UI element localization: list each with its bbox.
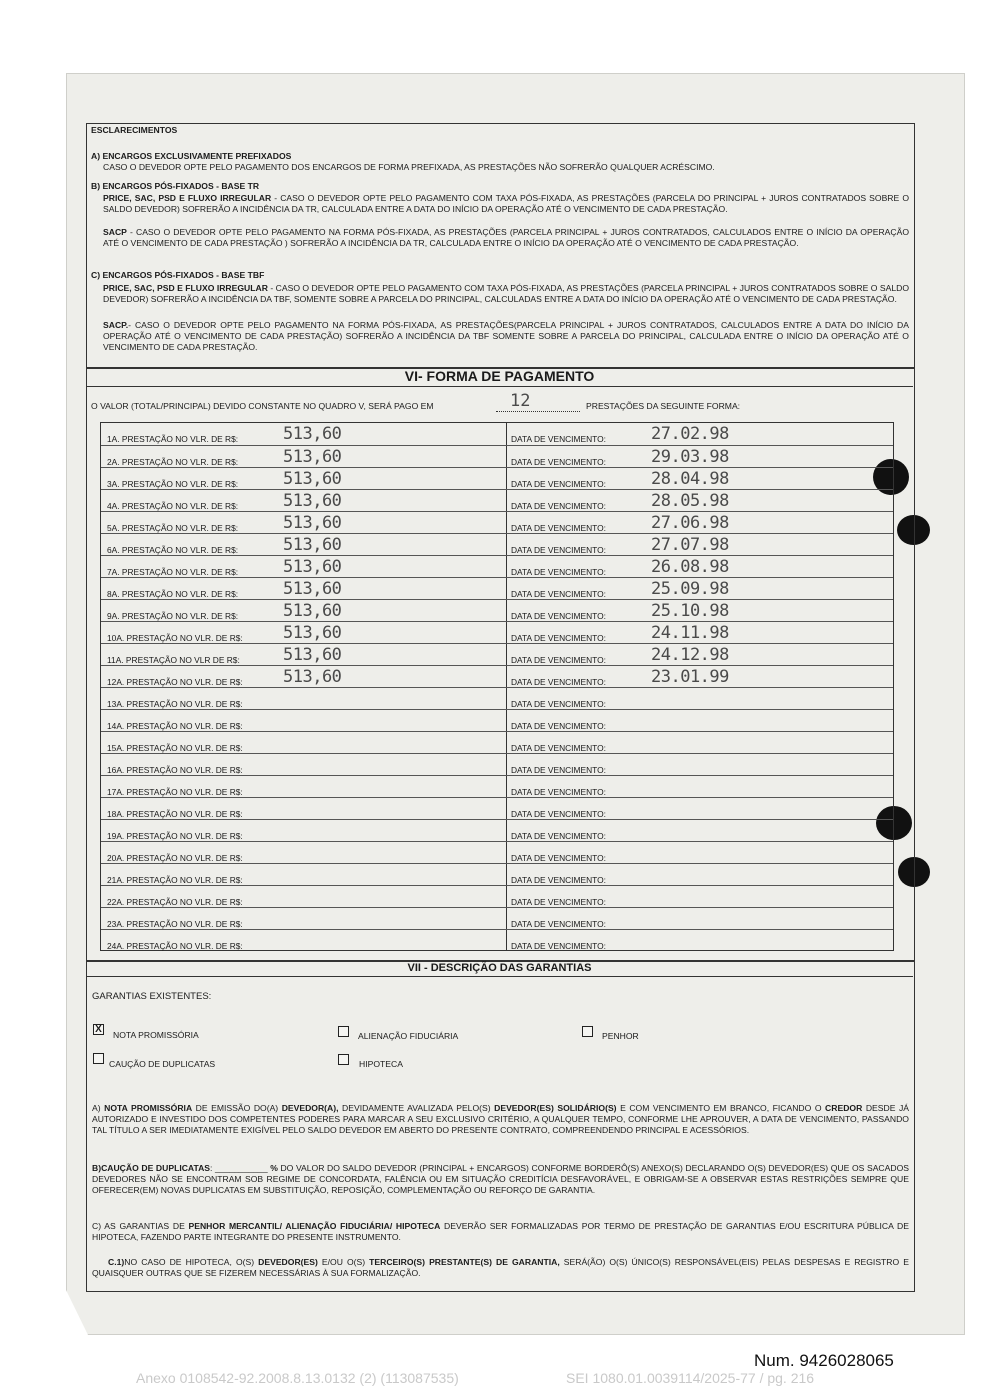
installment-row — [101, 511, 893, 534]
garantias-title: VII - DESCRIÇÃO DAS GARANTIAS — [407, 962, 592, 974]
installment-row — [101, 775, 893, 798]
penhor-checkbox[interactable] — [582, 1026, 593, 1037]
installment-label: 9A. PRESTAÇÃO NO VLR. DE R$: — [107, 611, 239, 621]
encargos-tbf-title: C) ENCARGOS PÓS-FIXADOS - BASE TBF — [91, 270, 265, 280]
due-date-label: DATA DE VENCIMENTO: — [511, 457, 606, 467]
due-date-value: 27.07.98 — [651, 535, 729, 555]
torn-corner — [66, 1290, 88, 1335]
installment-row — [101, 643, 893, 666]
installment-label: 3A. PRESTAÇÃO NO VLR. DE R$: — [107, 479, 239, 489]
installment-row — [101, 841, 893, 864]
due-date-value: 24.11.98 — [651, 623, 729, 643]
footer-sei: SEI 1080.01.0039114/2025-77 / pg. 216 — [566, 1370, 815, 1386]
text-span: DEVERÃO SER FORMALIZADAS POR TERMO DE PRESTAÇÃO DE GARANTIAS E/OU ESCRITURA PÚBLICA DE HIPOTECA, FAZENDO PARTE INTEGRANTE DO PRESENTE INSTRUMENTO. — [92, 1221, 909, 1242]
encargos-tr-price — [103, 193, 909, 215]
installment-label: 12A. PRESTAÇÃO NO VLR. DE R$: — [107, 677, 243, 687]
garantia-nota-promissoria-paragraph — [92, 1103, 909, 1135]
installment-value: 513,60 — [283, 491, 342, 511]
installment-label: 4A. PRESTAÇÃO NO VLR. DE R$: — [107, 501, 239, 511]
installment-value: 513,60 — [283, 579, 342, 599]
installment-row — [101, 885, 893, 908]
installment-value: 513,60 — [283, 447, 342, 467]
due-date-label: DATA DE VENCIMENTO: — [511, 501, 606, 511]
text-bold: CREDOR — [825, 1103, 863, 1113]
due-date-value: 23.01.99 — [651, 667, 729, 687]
installment-row — [101, 753, 893, 776]
due-date-value: 27.02.98 — [651, 424, 729, 444]
text-span: : ___________ — [210, 1163, 271, 1173]
pagamento-title: VI- FORMA DE PAGAMENTO — [404, 368, 595, 384]
installment-label: 20A. PRESTAÇÃO NO VLR. DE R$: — [107, 853, 243, 863]
installment-row — [101, 489, 893, 512]
due-date-label: DATA DE VENCIMENTO: — [511, 875, 606, 885]
text-bold: % — [270, 1163, 278, 1173]
due-date-label: DATA DE VENCIMENTO: — [511, 721, 606, 731]
installment-row — [101, 687, 893, 710]
installment-label: 6A. PRESTAÇÃO NO VLR. DE R$: — [107, 545, 239, 555]
installment-value: 513,60 — [283, 424, 342, 444]
installment-label: 1A. PRESTAÇÃO NO VLR. DE R$: — [107, 434, 239, 444]
due-date-label: DATA DE VENCIMENTO: — [511, 765, 606, 775]
installment-value: 513,60 — [283, 667, 342, 687]
due-date-value: 25.10.98 — [651, 601, 729, 621]
document-number: Num. 9426028065 — [754, 1351, 894, 1370]
due-date-label: DATA DE VENCIMENTO: — [511, 677, 606, 687]
installment-row — [101, 555, 893, 578]
due-date-label: DATA DE VENCIMENTO: — [511, 611, 606, 621]
installment-value: 513,60 — [283, 645, 342, 665]
installment-label: 5A. PRESTAÇÃO NO VLR. DE R$: — [107, 523, 239, 533]
due-date-value: 29.03.98 — [651, 447, 729, 467]
installment-label: 17A. PRESTAÇÃO NO VLR. DE R$: — [107, 787, 243, 797]
installment-label: 18A. PRESTAÇÃO NO VLR. DE R$: — [107, 809, 243, 819]
encargos-prefixados-title: A) ENCARGOS EXCLUSIVAMENTE PREFIXADOS — [91, 151, 292, 161]
installment-value: 513,60 — [283, 601, 342, 621]
installment-label: 8A. PRESTAÇÃO NO VLR. DE R$: — [107, 589, 239, 599]
due-date-label: DATA DE VENCIMENTO: — [511, 941, 606, 951]
installment-value: 513,60 — [283, 623, 342, 643]
due-date-label: DATA DE VENCIMENTO: — [511, 809, 606, 819]
due-date-label: DATA DE VENCIMENTO: — [511, 633, 606, 643]
penhor-label: PENHOR — [602, 1031, 639, 1041]
installment-label: 19A. PRESTAÇÃO NO VLR. DE R$: — [107, 831, 243, 841]
due-date-label: DATA DE VENCIMENTO: — [511, 853, 606, 863]
due-date-value: 25.09.98 — [651, 579, 729, 599]
due-date-label: DATA DE VENCIMENTO: — [511, 589, 606, 599]
encargos-tr-sacp-text: - CASO O DEVEDOR OPTE PELO PAGAMENTO NA FORMA PÓS-FIXADA, AS PRESTAÇÕES (PARCELA PRINCIPAL + JUROS CONTRATADOS, CALCULADOS ENTRE O INÍCIO DA OPERAÇÃO ATÉ O VENCIMENTO DE CADA PRESTAÇÃO ) SOFRERÃO A INCIDÊNCIA DA TR, CALCULADA ENTRE O INÍCIO DA OPERAÇÃO ATÉ O VENCIMENTO DE CADA PRESTAÇÃO. — [103, 227, 909, 248]
due-date-value: 26.08.98 — [651, 557, 729, 577]
due-date-label: DATA DE VENCIMENTO: — [511, 567, 606, 577]
esclarecimentos-heading: ESCLARECIMENTOS — [91, 125, 178, 135]
installment-label: 13A. PRESTAÇÃO NO VLR. DE R$: — [107, 699, 243, 709]
due-date-label: DATA DE VENCIMENTO: — [511, 479, 606, 489]
encargos-tbf-sacp — [103, 320, 909, 352]
garantia-hipoteca-paragraph — [92, 1257, 909, 1279]
installment-label: 11A. PRESTAÇÃO NO VLR DE R$: — [107, 655, 240, 665]
encargos-tr-sacp — [103, 227, 909, 249]
text-bold: DEVEDOR(ES) — [258, 1257, 318, 1267]
encargos-tbf-price-lead: PRICE, SAC, PSD E FLUXO IRREGULAR — [103, 283, 268, 293]
installment-row — [101, 423, 893, 445]
installment-label: 10A. PRESTAÇÃO NO VLR. DE R$: — [107, 633, 243, 643]
installment-value: 513,60 — [283, 557, 342, 577]
encargos-tr-price-lead: PRICE, SAC, PSD E FLUXO IRREGULAR — [103, 193, 272, 203]
nota-promissoria-label: NOTA PROMISSÓRIA — [113, 1030, 199, 1040]
encargos-tbf-price-text: - CASO O DEVEDOR OPTE PELO PAGAMENTO COM TAXA PÓS-FIXADA, AS PRESTAÇÕES (PARCELA PRINCIPAL + JUROS CONTRATADOS SOBRE O SALDO DEVEDOR) SOFRERÃO A INCIDÊNCIA DA TBF, SOMENTE SOBRE A PARCELA DO PRINCIPAL, CALCULADAS ENTRE A DATA DO INÍCIO DA OPERAÇÃO ATÉ O VENCIMENTO DE CADA PRESTAÇÃO. — [103, 283, 910, 304]
text-span: DESDE JÁ AUTORIZADO E INVESTIDO DOS COMPETENTES PODERES PARA MARCAR A SEU EXCLUSIVO CRITÉRIO, A QUALQUER TEMPO, CONFORME LHE APROUVER, A DATA DE VENCIMENTO, PASSANDO TAL TÍTULO A SER IMEDIATAMENTE EXIGÍVEL PELO SALDO DEVEDOR EM ABERTO DO PRESENTE CONTRATO, COMPREENDENDO PRINCIPAL E ACESSÓRIOS. — [92, 1103, 909, 1135]
installment-row — [101, 533, 893, 556]
installment-row — [101, 467, 893, 490]
installment-row — [101, 797, 893, 820]
installment-label: 21A. PRESTAÇÃO NO VLR. DE R$: — [107, 875, 243, 885]
due-date-label: DATA DE VENCIMENTO: — [511, 699, 606, 709]
due-date-label: DATA DE VENCIMENTO: — [511, 655, 606, 665]
footer-anexo: Anexo 0108542-92.2008.8.13.0132 (2) (113087535) — [136, 1370, 459, 1386]
installment-row — [101, 709, 893, 732]
installment-row — [101, 577, 893, 600]
text-span: DO VALOR DO SALDO DEVEDOR (PRINCIPAL + ENCARGOS) CONFORME BORDERÔ(S) ANEXO(S) DECLARANDO O(S) DEVEDOR(ES) QUE OS SACADOS DEVEDORES NÃO SE ENCONTRAM SOB REGIME DE CONCORDATA, FALÊNCIA OU EM SITUAÇÃO CREDITÍCIA DESFAVORÁVEL, E OBRIGAM-SE A OBSERVAR ESTAS RESTRIÇÕES SEMPRE QUE OFERECER(EM) NOVAS DUPLICATAS EM SUBSTITUIÇÃO, REPOSIÇÃO, COMPLEMENTAÇÃO OU REFORÇO DE GARANTIA. — [92, 1163, 909, 1195]
text-span: C) AS GARANTIAS DE — [92, 1221, 189, 1231]
installment-label: 14A. PRESTAÇÃO NO VLR. DE R$: — [107, 721, 243, 731]
text-span: SERÁ(ÃO) O(S) ÚNICO(S) RESPONSÁVEL(EIS) PELAS DESPESAS E REGISTRO E QUAISQUER OUTRAS QUE SE FIZEREM NECESSÁRIAS À SUA FORMALIZAÇÃO. — [92, 1257, 909, 1278]
hipoteca-checkbox[interactable] — [338, 1054, 349, 1065]
hipoteca-label: HIPOTECA — [359, 1059, 403, 1069]
installment-row — [101, 907, 893, 930]
text-span: A) — [92, 1103, 105, 1113]
text-span: E/OU O(S) — [317, 1257, 370, 1267]
nota-promissoria-checkbox[interactable]: X — [93, 1024, 104, 1035]
installment-row — [101, 929, 893, 952]
due-date-label: DATA DE VENCIMENTO: — [511, 831, 606, 841]
installment-value: 513,60 — [283, 513, 342, 533]
text-bold: DEVEDOR(ES) SOLIDÁRIO(S) — [494, 1103, 617, 1113]
installment-label: 24A. PRESTAÇÃO NO VLR. DE R$: — [107, 941, 243, 951]
text-bold: NOTA PROMISSÓRIA — [104, 1103, 193, 1113]
garantia-caucao-paragraph — [92, 1163, 909, 1195]
text-bold: B)CAUÇÃO DE DUPLICATAS — [92, 1163, 211, 1173]
installment-row — [101, 621, 893, 644]
installment-label: 23A. PRESTAÇÃO NO VLR. DE R$: — [107, 919, 243, 929]
due-date-value: 28.04.98 — [651, 469, 729, 489]
installment-row — [101, 599, 893, 622]
due-date-value: 27.06.98 — [651, 513, 729, 533]
text-bold: C.1) — [108, 1257, 125, 1267]
due-date-label: DATA DE VENCIMENTO: — [511, 545, 606, 555]
installment-row — [101, 819, 893, 842]
encargos-tr-price-text: - CASO O DEVEDOR OPTE PELO PAGAMENTO COM TAXA PÓS-FIXADA, AS PRESTAÇÕES (PARCELA DO PRINCIPAL + JUROS CONTRATADOS SOBRE O SALDO DEVEDOR) SOFRERÃO A INCIDÊNCIA DA TR, CALCULADA ENTRE A DATA DO INÍCIO DA OPERAÇÃO ATÉ O VENCIMENTO DE CADA PRESTAÇÃO. — [103, 193, 910, 214]
alienacao-fiduciaria-label: ALIENAÇÃO FIDUCIÁRIA — [358, 1031, 459, 1041]
installments-table — [100, 422, 894, 951]
text-span: E COM VENCIMENTO EM BRANCO, FICANDO O — [616, 1103, 826, 1113]
text-bold: PENHOR MERCANTIL/ ALIENAÇÃO FIDUCIÁRIA/ HIPOTECA — [188, 1221, 441, 1231]
text-span: NO CASO DE HIPOTECA, O(S) — [124, 1257, 259, 1267]
text-bold: TERCEIRO(S) PRESTANTE(S) DE GARANTIA, — [369, 1257, 560, 1267]
text-span: DEVIDAMENTE AVALIZADA PELO(S) — [338, 1103, 495, 1113]
pagamento-intro-before: O VALOR (TOTAL/PRINCIPAL) DEVIDO CONSTANTE NO QUADRO V, SERÁ PAGO EM — [91, 401, 434, 411]
due-date-value: 24.12.98 — [651, 645, 729, 665]
garantias-existentes-label: GARANTIAS EXISTENTES: — [92, 991, 212, 1002]
due-date-label: DATA DE VENCIMENTO: — [511, 743, 606, 753]
installment-label: 7A. PRESTAÇÃO NO VLR. DE R$: — [107, 567, 239, 577]
due-date-label: DATA DE VENCIMENTO: — [511, 434, 606, 444]
encargos-tbf-price — [103, 283, 909, 305]
due-date-label: DATA DE VENCIMENTO: — [511, 897, 606, 907]
installment-row — [101, 665, 893, 688]
encargos-tr-title: B) ENCARGOS PÓS-FIXADOS - BASE TR — [91, 181, 260, 191]
encargos-tr-sacp-lead: SACP — [103, 227, 127, 237]
due-date-label: DATA DE VENCIMENTO: — [511, 523, 606, 533]
encargos-prefixados-text: CASO O DEVEDOR OPTE PELO PAGAMENTO DOS ENCARGOS DE FORMA PREFIXADA, AS PRESTAÇÕES NÃO SOFRERÃO QUALQUER ACRÉSCIMO. — [103, 162, 715, 172]
pagamento-intro-number: 12 — [510, 391, 531, 411]
installment-label: 16A. PRESTAÇÃO NO VLR. DE R$: — [107, 765, 243, 775]
installment-label: 22A. PRESTAÇÃO NO VLR. DE R$: — [107, 897, 243, 907]
installment-row — [101, 731, 893, 754]
installment-value: 513,60 — [283, 469, 342, 489]
due-date-label: DATA DE VENCIMENTO: — [511, 919, 606, 929]
text-span: DE EMISSÃO DO(A) — [192, 1103, 282, 1113]
garantia-formalizacao-paragraph — [92, 1221, 909, 1243]
installment-value: 513,60 — [283, 535, 342, 555]
installment-label: 15A. PRESTAÇÃO NO VLR. DE R$: — [107, 743, 243, 753]
installment-row — [101, 445, 893, 468]
due-date-value: 28.05.98 — [651, 491, 729, 511]
due-date-label: DATA DE VENCIMENTO: — [511, 787, 606, 797]
alienacao-fiduciaria-checkbox[interactable] — [338, 1026, 349, 1037]
pagamento-intro-line — [496, 401, 580, 412]
installment-row — [101, 863, 893, 886]
pagamento-intro-after: PRESTAÇÕES DA SEGUINTE FORMA: — [586, 401, 741, 411]
encargos-tbf-sacp-text: - CASO O DEVEDOR OPTE PELO PAGAMENTO NA FORMA PÓS-FIXADA, AS PRESTAÇÕES(PARCELA PRINCIPAL + JUROS CONTRATADOS, CALCULADOS ENTRE A DATA DO INÍCIO DA OPERAÇÃO ATÉ O VENCIMENTO DE CADA PRESTAÇÃO) SOFRERÃO A INCIDÊNCIA DA TBF SOMENTE SOBRE A PARCELA DO PRINCIPAL, CALCULADA ENTRE O INÍCIO DA OPERAÇÃO ATÉ O VENCIMENTO DE CADA PRESTAÇÃO. — [103, 320, 909, 352]
encargos-tbf-sacp-lead: SACP. — [103, 320, 129, 330]
installment-label: 2A. PRESTAÇÃO NO VLR. DE R$: — [107, 457, 239, 467]
caucao-duplicatas-label: CAUÇÃO DE DUPLICATAS — [109, 1059, 216, 1069]
caucao-duplicatas-checkbox[interactable] — [93, 1053, 104, 1064]
text-bold: DEVEDOR(A), — [281, 1103, 339, 1113]
